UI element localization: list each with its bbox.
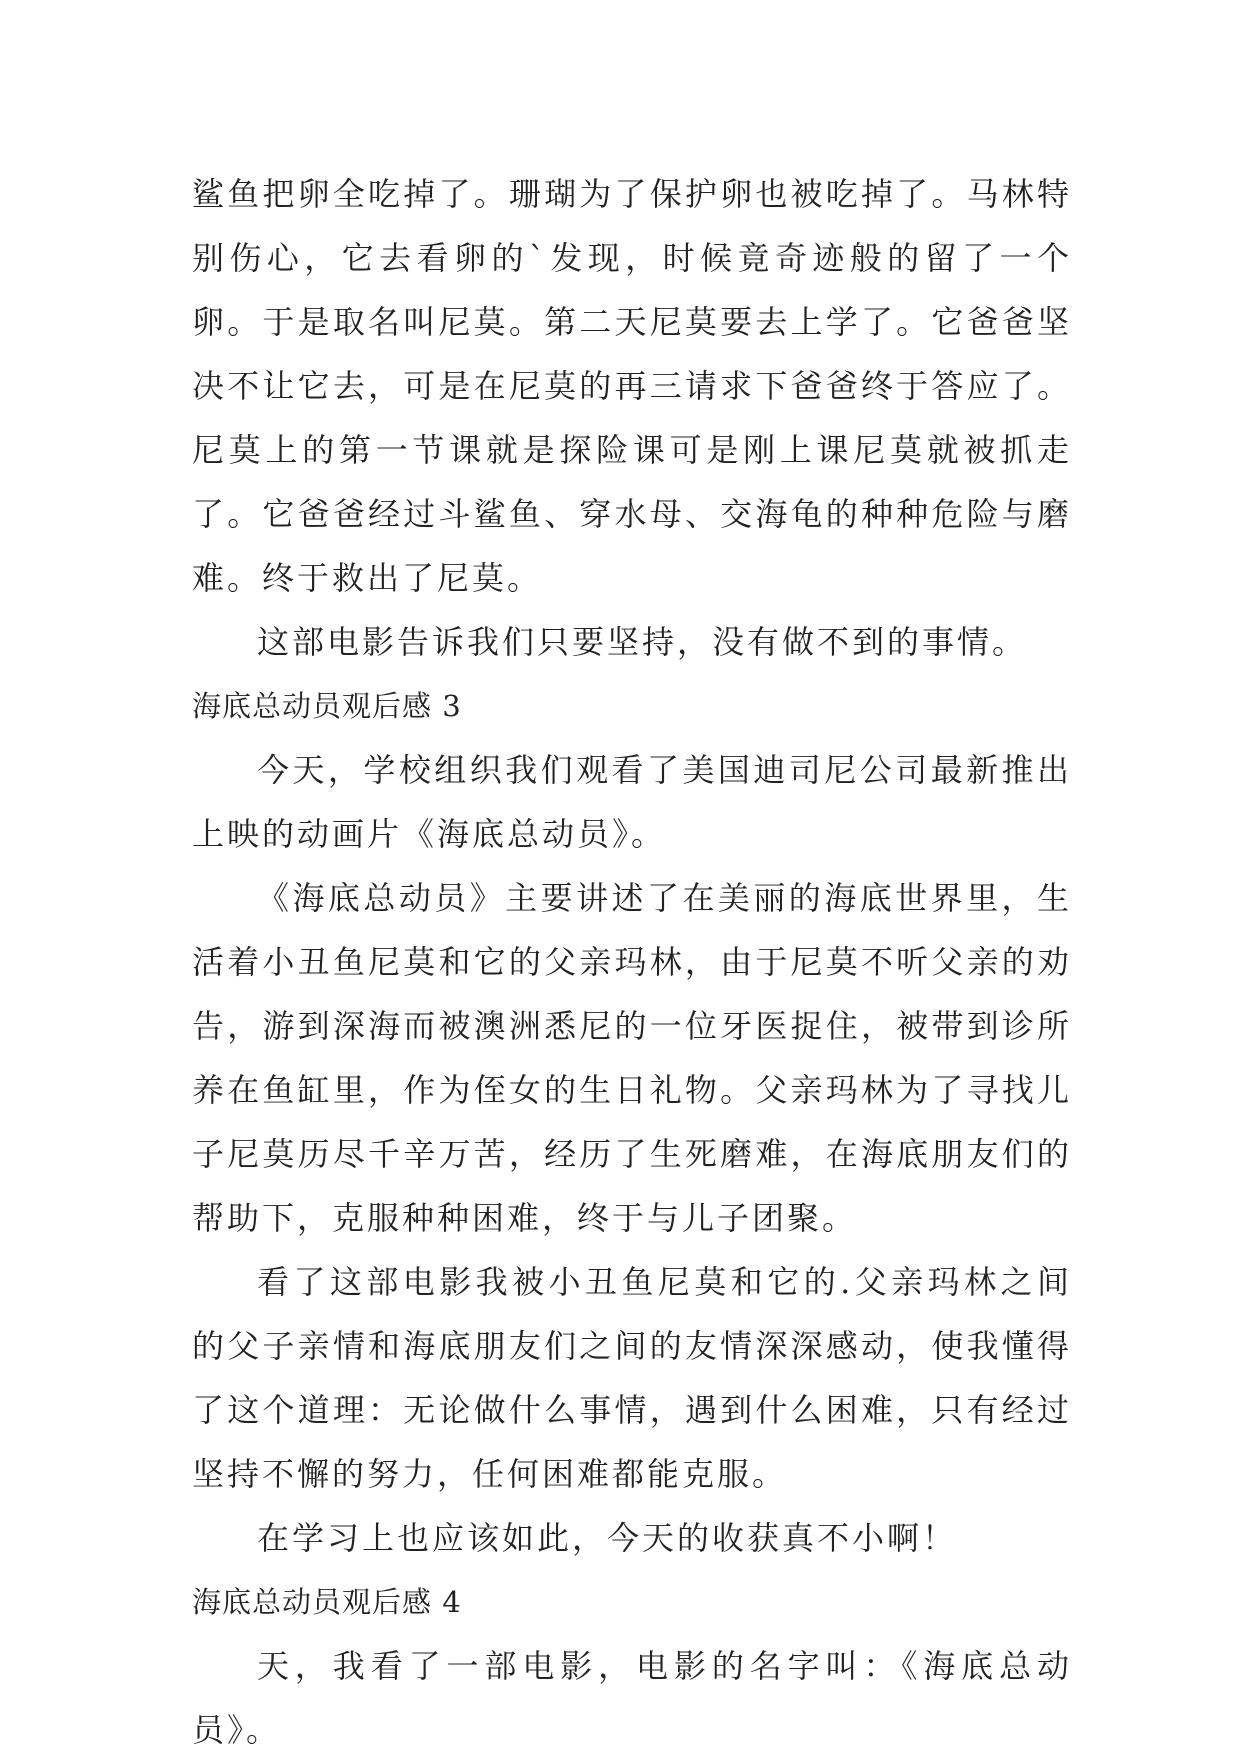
- paragraph: 在学习上也应该如此，今天的收获真不小啊！: [257, 1519, 958, 1557]
- paragraph: 《海底总动员》主要讲述了在美丽的海底世界里，生活着小丑鱼尼莫和它的父亲玛林，由于尼莫不听父亲的劝告，游到深海而被澳洲悉尼的一位牙医捉住，被带到诊所养在鱼缸里，作为侄女的生日礼物。父亲玛林为了寻找儿子尼莫历尽千辛万苦，经历了生死磨难，在海底朋友们的帮助下，克服种种困难，终于与儿子团聚。: [192, 879, 1072, 1237]
- paragraph: 今天，学校组织我们观看了美国迪司尼公司最新推出上映的动画片《海底总动员》。: [192, 751, 1072, 853]
- section-heading: 海底总动员观后感 3: [192, 689, 462, 723]
- document-body: [192, 162, 1072, 1762]
- paragraph: 天，我看了一部电影，电影的名字叫：《海底总动员》。: [192, 1647, 1072, 1749]
- paragraph: 看了这部电影我被小丑鱼尼莫和它的.父亲玛林之间的父子亲情和海底朋友们之间的友情深深感动，使我懂得了这个道理：无论做什么事情，遇到什么困难，只有经过坚持不懈的努力，任何困难都能克服。: [192, 1263, 1072, 1493]
- section-heading: 海底总动员观后感 4: [192, 1585, 462, 1619]
- paragraph: 鲨鱼把卵全吃掉了。珊瑚为了保护卵也被吃掉了。马林特别伤心，它去看卵的`发现，时候竟奇迹般的留了一个卵。于是取名叫尼莫。第二天尼莫要去上学了。它爸爸坚决不让它去，可是在尼莫的再三请求下爸爸终于答应了。尼莫上的第一节课就是探险课可是刚上课尼莫就被抓走了。它爸爸经过斗鲨鱼、穿水母、交海龟的种种危险与磨难。终于救出了尼莫。: [192, 175, 1072, 597]
- paragraph: 这部电影告诉我们只要坚持，没有做不到的事情。: [257, 623, 1028, 661]
